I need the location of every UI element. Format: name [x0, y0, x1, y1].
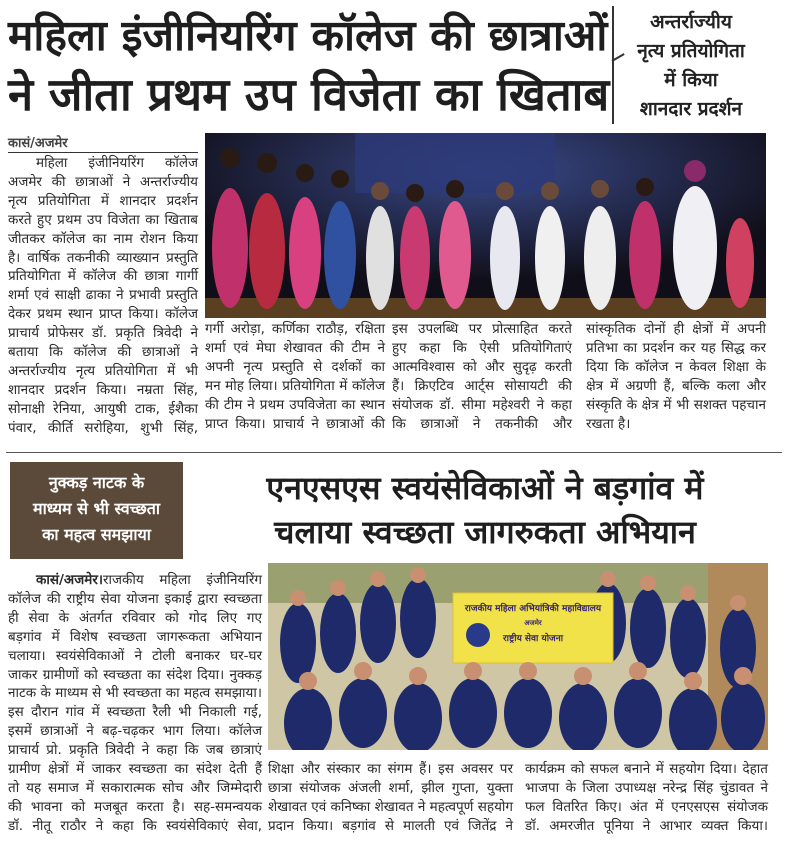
deck-line: का महत्व समझाया: [42, 525, 151, 544]
story1-headline-line-2: ने जीता प्रथम उप विजेता का खिताब: [8, 68, 610, 121]
text-line: प्रदान किया। बड़गांव से मालती एवं जितेंद्र ने: [268, 817, 513, 834]
side-deck-line: अन्तर्राज्यीय: [650, 11, 732, 33]
text-line: सांस्कृतिक दोनों ही क्षेत्रों में अपनी: [586, 321, 766, 337]
text-line: सोनाक्षी रेनिया, आयुषी टाक, ईशैका: [8, 400, 198, 417]
text-line: प्रतियोगिता में कॉलेज की छात्रा गार्गी: [8, 268, 198, 285]
text-line: प्राचार्य प्रोफेसर डॉ. प्रकृति त्रिवेदी ने: [8, 325, 198, 342]
text-line: हुए कहा कि ऐसी प्रतियोगिताएं: [392, 339, 572, 356]
section-divider: [6, 452, 782, 453]
text-line: बताया कि कॉलेज की छात्राओं ने: [8, 344, 198, 361]
text-line: की भावना को मजबूत करता है। सह-समन्वयक: [8, 798, 262, 815]
text-line: दिया कि कॉलेज न केवल शिक्षा के: [586, 358, 766, 375]
story2-column-1: [8, 571, 262, 836]
text-line: अजमेर की छात्राओं ने अन्तर्राज्यीय: [8, 173, 198, 190]
text-line: शेखावत एवं कनिष्का शेखावत ने महत्वपूर्ण सहयोग: [268, 798, 513, 815]
text-line: इस उपलब्धि पर प्रोत्साहित करते: [392, 321, 572, 337]
text-line: नाटक के माध्यम से भी स्वच्छता का महत्व समझाया।: [8, 685, 262, 702]
text-line: अन्तर्राज्यीय नृत्य प्रतियोगिता में भी: [8, 362, 198, 379]
text-line: जाकर ग्रामीणों को स्वच्छता का संदेश दिया। नुक्कड़: [8, 666, 262, 683]
text-line: शिक्षा और संस्कार का संगम हैं। इस अवसर पर: [268, 761, 513, 777]
story1-column-2: [205, 320, 385, 433]
story2-headline-line-2: चलाया स्वच्छता जागरुकता अभियान: [274, 513, 696, 551]
deck-line: माध्यम से भी स्वच्छता: [33, 499, 160, 518]
text-line: इस दौरान गांव में स्वच्छता रैली भी निकाली गई,: [8, 704, 262, 721]
text-line: कि छात्राओं ने तकनीकी और: [392, 415, 572, 432]
text-line: प्राचार्य प्रो. प्रकृति त्रिवेदी ने कहा कि जब छात्राएं: [8, 742, 262, 759]
story2-headline-line-1: एनएसएस स्वयंसेविकाओं ने बड़गांव में: [266, 469, 704, 507]
text-line: पंवार, कीर्ति सरोहिया, शुभी सिंह,: [8, 419, 198, 436]
text-line: क्षेत्र में अग्रणी हैं, बल्कि कला और: [586, 377, 766, 394]
text-line: डॉ. अमरजीत पूनिया ने आभार व्यक्त किया।: [525, 817, 768, 834]
text-line: संयोजक डॉ. सीमा महेश्वरी ने कहा: [392, 396, 572, 413]
text-line: फल वितरित किए। अंत में एनएसएस संयोजक: [525, 798, 768, 815]
story1-column-3: [392, 320, 572, 433]
deck-line: नुक्कड़ नाटक के: [48, 473, 145, 492]
text-line: अपनी नृत्य प्रस्तुति से दर्शकों का: [205, 358, 385, 375]
text-line: शर्मा एवं मेघा शेखावत की टीम ने: [205, 339, 385, 356]
text-line: शर्मा एवं साक्षी ढाका ने प्रभावी प्रस्तुति: [8, 287, 198, 304]
text-line: प्राप्त किया। प्राचार्य ने छात्राओं की: [205, 415, 385, 432]
text-line: तो यह समाज में सकारात्मक सोच और जिम्मेदारी: [8, 779, 262, 796]
story1-column-4: [586, 320, 766, 433]
story2-dateline: कासं/अजमेर।: [36, 572, 103, 588]
story2-column-1-body: [8, 590, 262, 836]
text-line: करते हुए प्रथम उप विजेता का खिताब: [8, 211, 198, 228]
side-deck-line: शानदार प्रदर्शन: [639, 98, 743, 120]
text-line: चलाया। स्वयंसेविकाओं ने टोली बनाकर घर-घर: [8, 647, 262, 664]
story1-headline-line-1: महिला इंजीनियरिंग कॉलेज की छात्राओं: [8, 12, 608, 61]
text-line: प्रतिभा का प्रदर्शन कर यह सिद्ध कर: [586, 339, 766, 356]
banner-line-3: राष्ट्रीय सेवा योजना: [502, 634, 564, 644]
text-line: गर्गी अरोड़ा, कर्णिका राठौड़, रक्षिता: [205, 321, 385, 337]
text-line: हैं। क्रिएटिव आर्ट्स सोसायटी की: [392, 377, 572, 394]
story1-side-deck: [616, 8, 766, 124]
text-line: नृत्य प्रतियोगिता में शानदार प्रदर्शन: [8, 192, 198, 209]
text-line: है। वार्षिक तकनीकी व्याख्यान प्रस्तुति: [8, 249, 198, 266]
text-line: की टीम ने प्रथम उपविजेता का स्थान: [205, 396, 385, 413]
text-line: देकर प्रथम स्थान प्राप्त किया। कॉलेज: [8, 306, 198, 323]
text-line: ही सेवा के अंतर्गत रविवार को गोद लिए गए: [8, 609, 262, 626]
side-deck-rule: [612, 6, 614, 124]
text-line: मन मोह लिया। प्रतियोगिता में कॉलेज: [205, 377, 385, 394]
side-deck-line: में किया: [664, 69, 718, 91]
text-line: भाजपा के जिला उपाध्यक्ष नरेन्द्र सिंह चुंडावत ने: [525, 779, 768, 796]
banner-line-1: राजकीय महिला अभियांत्रिकी महाविद्यालय: [464, 604, 602, 614]
nss-volunteers-photo: [268, 563, 768, 750]
side-deck-line: नृत्य प्रतियोगिता: [637, 40, 745, 62]
text-line: रखता है।: [586, 415, 631, 432]
text-line: महिला इंजीनियरिंग कॉलेज: [36, 155, 198, 171]
story2-deck-box: [10, 462, 183, 559]
text-line: शानदार प्रदर्शन किया। नम्रता सिंह,: [8, 381, 198, 398]
dance-competition-photo: [205, 133, 766, 318]
text-line: कॉलेज की राष्ट्रीय सेवा योजना इकाई द्वारा स्वच्छता: [8, 590, 262, 607]
story2-column-2: [268, 760, 513, 836]
text-line: डॉ. नीतू राठौर ने कहा कि स्वयंसेविकाएं सेवा,: [8, 817, 262, 834]
text-line: इसमें छात्राओं ने बढ़-चढ़कर भाग लिया। कॉलेज: [8, 723, 262, 740]
story1-dateline: कासं/अजमेर: [8, 133, 198, 153]
text-line: जीतकर कॉलेज का नाम रोशन किया: [8, 230, 198, 247]
story2-column-3: [525, 760, 768, 836]
text-line: बड़गांव में विशेष स्वच्छता जागरूकता अभियान: [8, 628, 262, 645]
text-line: आत्मविश्वास को और सुदृढ़ करती: [392, 358, 572, 375]
text-line: छात्रा संयोजक अंजली शर्मा, झील गुप्ता, युक्ता: [268, 779, 513, 796]
story1-column-1: [8, 154, 198, 438]
text-line-rest: राजकीय महिला इंजीनियरिंग: [102, 572, 262, 588]
text-line: कार्यक्रम को सफल बनाने में सहयोग दिया। देहात: [525, 761, 768, 777]
text-line: संस्कृति के क्षेत्र में भी सशक्त पहचान: [586, 396, 766, 413]
banner-line-2: अजमेर: [524, 619, 542, 627]
text-line: [8, 571, 262, 590]
text-line: ग्रामीण क्षेत्रों में जाकर स्वच्छता का संदेश देती हैं: [8, 761, 262, 778]
